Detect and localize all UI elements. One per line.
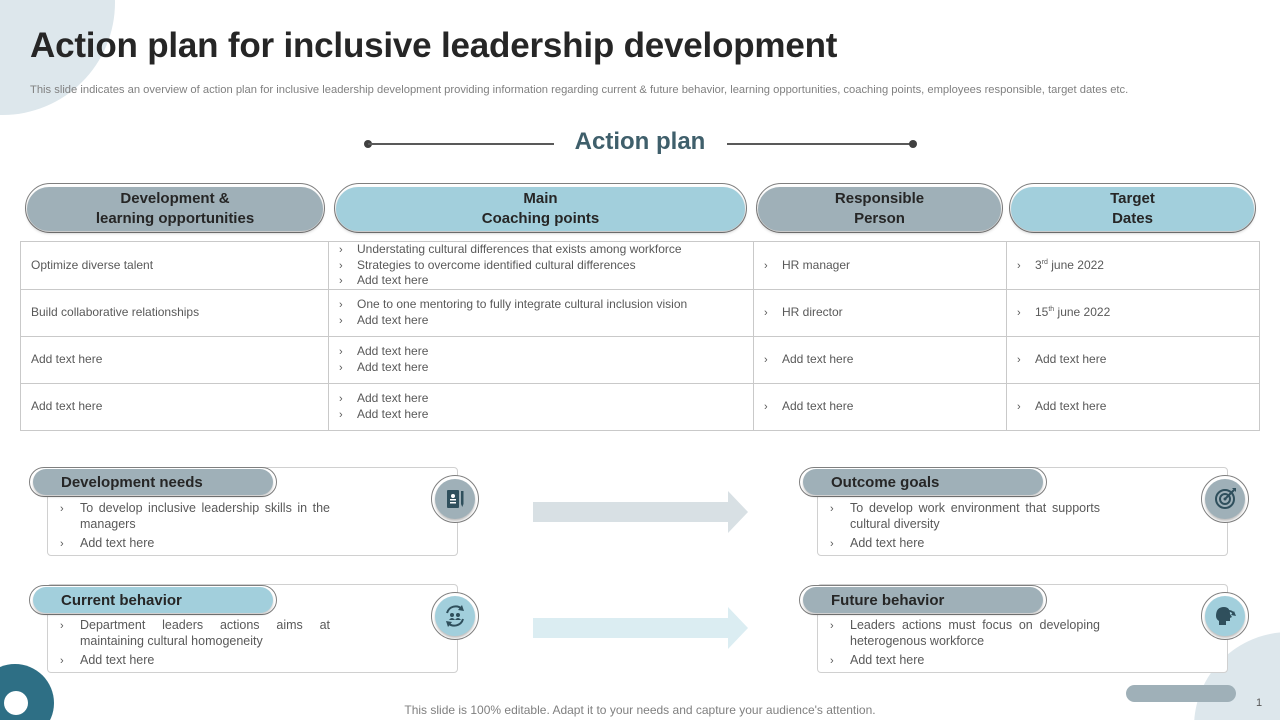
chevron-right-icon: › bbox=[830, 655, 834, 667]
cell-opportunity: Build collaborative relationships bbox=[21, 289, 329, 336]
list-item bbox=[339, 297, 753, 313]
list-item bbox=[339, 407, 753, 423]
section-title: Action plan bbox=[574, 128, 706, 155]
date-text bbox=[1035, 258, 1104, 273]
heading-right-dot bbox=[909, 140, 917, 148]
cell-date bbox=[1007, 289, 1260, 336]
heading-right-line bbox=[727, 143, 913, 145]
date-day: 3 bbox=[1035, 257, 1042, 272]
point-text: Add text here bbox=[357, 344, 429, 358]
chevron-right-icon: › bbox=[339, 244, 343, 256]
person-text: Add text here bbox=[782, 398, 854, 413]
date-day: 15 bbox=[1035, 304, 1049, 319]
chevron-right-icon: › bbox=[1017, 259, 1021, 272]
chevron-right-icon: › bbox=[339, 393, 343, 405]
list-item bbox=[60, 652, 330, 669]
list-item bbox=[339, 242, 753, 258]
arrow-top bbox=[533, 491, 749, 533]
future-behavior-list bbox=[830, 617, 1100, 672]
chevron-right-icon: › bbox=[60, 655, 64, 667]
person-text: Add text here bbox=[782, 351, 854, 366]
date-suffix: rd bbox=[1041, 258, 1048, 266]
cell-opportunity: Optimize diverse talent bbox=[21, 242, 329, 290]
target-glyph bbox=[1213, 487, 1237, 511]
head-refresh-icon bbox=[1205, 596, 1245, 636]
chevron-right-icon: › bbox=[764, 259, 768, 272]
cell-person bbox=[754, 289, 1007, 336]
header-person-line2: Person bbox=[854, 210, 905, 227]
header-coaching-line1: Main bbox=[523, 190, 558, 207]
bullet-text: To develop inclusive leadership skills in the managers bbox=[80, 501, 330, 531]
point-text: Add text here bbox=[357, 273, 429, 287]
point-text: Strategies to overcome identified cultural differences bbox=[357, 257, 636, 272]
page-number: 1 bbox=[1256, 697, 1263, 709]
cell-coaching-points bbox=[329, 289, 754, 336]
list-item bbox=[339, 273, 753, 289]
bullet-text: Add text here bbox=[850, 536, 925, 550]
point-text: Add text here bbox=[357, 406, 429, 421]
table-row bbox=[21, 289, 1260, 336]
header-opportunities bbox=[27, 187, 323, 231]
header-dates bbox=[1011, 187, 1254, 231]
point-text: Understating cultural differences that exists among workforce bbox=[357, 242, 682, 256]
list-item bbox=[60, 617, 330, 649]
heading-left-line bbox=[368, 143, 554, 145]
current-behavior-list bbox=[60, 617, 330, 672]
development-needs-list bbox=[60, 500, 330, 555]
current-behavior-label: Current behavior bbox=[33, 587, 273, 613]
cell-opportunity: Add text here bbox=[21, 383, 329, 430]
header-opportunities-line1: Development & bbox=[120, 190, 230, 207]
outcome-goals-list bbox=[830, 500, 1100, 555]
chevron-right-icon: › bbox=[830, 538, 834, 550]
header-coaching bbox=[336, 187, 745, 231]
bullet-text: Add text here bbox=[80, 653, 155, 667]
page-indicator-bar bbox=[1126, 685, 1236, 702]
cell-opportunity: Add text here bbox=[21, 336, 329, 383]
bullet-text: Add text here bbox=[850, 653, 925, 667]
list-item bbox=[830, 535, 1100, 552]
chevron-right-icon: › bbox=[830, 620, 834, 632]
document-pen-icon bbox=[435, 479, 475, 519]
list-item bbox=[339, 313, 753, 329]
chevron-right-icon: › bbox=[764, 400, 768, 413]
chevron-right-icon: › bbox=[1017, 353, 1021, 366]
outcome-goals-label: Outcome goals bbox=[803, 469, 1043, 495]
chevron-right-icon: › bbox=[339, 299, 343, 311]
chevron-right-icon: › bbox=[339, 275, 343, 287]
table-row bbox=[21, 336, 1260, 383]
cell-person bbox=[754, 242, 1007, 290]
point-text: One to one mentoring to fully integrate cultural inclusion vision bbox=[357, 297, 688, 311]
cell-coaching-points bbox=[329, 336, 754, 383]
date-suffix: th bbox=[1048, 305, 1055, 313]
point-text: Add text here bbox=[357, 312, 429, 327]
point-text: Add text here bbox=[357, 391, 429, 405]
list-item bbox=[339, 344, 753, 360]
date-rest: june 2022 bbox=[1054, 304, 1111, 319]
date-day: Add text here bbox=[1035, 351, 1107, 366]
table-row bbox=[21, 383, 1260, 430]
list-item bbox=[339, 391, 753, 407]
header-dates-line2: Dates bbox=[1112, 210, 1153, 227]
chevron-right-icon: › bbox=[830, 503, 834, 515]
cell-person bbox=[754, 383, 1007, 430]
arrow-bottom bbox=[533, 607, 749, 649]
chevron-right-icon: › bbox=[339, 314, 343, 327]
table-row bbox=[21, 242, 1260, 290]
cell-coaching-points bbox=[329, 242, 754, 290]
bullet-text: To develop work environment that supports cultural diversity bbox=[850, 501, 1100, 531]
document-pen-glyph bbox=[443, 487, 467, 511]
chevron-right-icon: › bbox=[339, 408, 343, 421]
cell-date bbox=[1007, 336, 1260, 383]
person-text: HR director bbox=[782, 304, 843, 319]
bullet-text: Department leaders actions aims at maintaining cultural homogeneity bbox=[80, 618, 330, 648]
date-text bbox=[1035, 352, 1106, 367]
chevron-right-icon: › bbox=[1017, 400, 1021, 413]
list-item bbox=[830, 617, 1100, 649]
list-item bbox=[60, 500, 330, 532]
list-item bbox=[339, 360, 753, 376]
header-person-line1: Responsible bbox=[834, 190, 925, 207]
header-person bbox=[758, 187, 1001, 231]
chevron-right-icon: › bbox=[764, 306, 768, 319]
date-text bbox=[1035, 305, 1110, 320]
chevron-right-icon: › bbox=[764, 353, 768, 366]
chevron-right-icon: › bbox=[339, 259, 343, 272]
date-text bbox=[1035, 399, 1106, 414]
people-cycle-glyph bbox=[442, 603, 468, 629]
chevron-right-icon: › bbox=[60, 620, 64, 632]
footer-note: This slide is 100% editable. Adapt it to your needs and capture your audience's attention. bbox=[404, 703, 876, 717]
chevron-right-icon: › bbox=[60, 538, 64, 550]
slide-title: Action plan for inclusive leadership development bbox=[30, 26, 838, 65]
slide-subtitle: This slide indicates an overview of action plan for inclusive leadership development providing information regarding current & future behavior, learning opportunities, coaching points, employees responsible, target dates etc. bbox=[30, 84, 1129, 96]
header-coaching-line2: Coaching points bbox=[481, 210, 600, 227]
list-item bbox=[830, 652, 1100, 669]
people-cycle-icon bbox=[435, 596, 475, 636]
cell-person bbox=[754, 336, 1007, 383]
target-icon bbox=[1205, 479, 1245, 519]
list-item bbox=[339, 258, 753, 274]
cell-coaching-points bbox=[329, 383, 754, 430]
point-text: Add text here bbox=[357, 359, 429, 374]
header-opportunities-line2: learning opportunities bbox=[95, 210, 255, 227]
chevron-right-icon: › bbox=[60, 503, 64, 515]
chevron-right-icon: › bbox=[1017, 306, 1021, 319]
bullet-text: Add text here bbox=[80, 536, 155, 550]
chevron-right-icon: › bbox=[339, 361, 343, 374]
header-dates-line1: Target bbox=[1110, 190, 1155, 207]
action-plan-table bbox=[20, 241, 1260, 431]
head-refresh-glyph bbox=[1212, 603, 1238, 629]
list-item bbox=[830, 500, 1100, 532]
cell-date bbox=[1007, 242, 1260, 290]
list-item bbox=[60, 535, 330, 552]
date-rest: june 2022 bbox=[1047, 257, 1104, 272]
cell-date bbox=[1007, 383, 1260, 430]
bullet-text: Leaders actions must focus on developing heterogenous workforce bbox=[850, 618, 1100, 648]
chevron-right-icon: › bbox=[339, 346, 343, 358]
development-needs-label: Development needs bbox=[33, 469, 273, 495]
date-day: Add text here bbox=[1035, 398, 1107, 413]
future-behavior-label: Future behavior bbox=[803, 587, 1043, 613]
person-text: HR manager bbox=[782, 257, 851, 272]
